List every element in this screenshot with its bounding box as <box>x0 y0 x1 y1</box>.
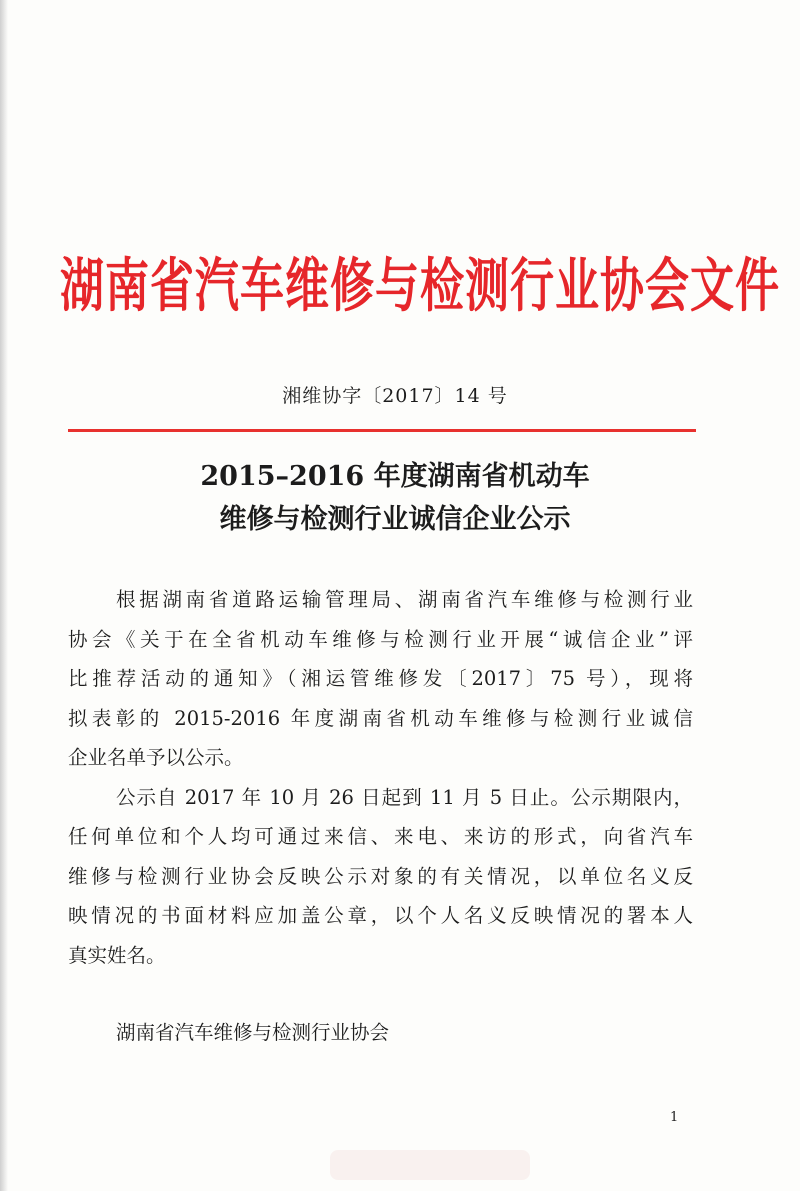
paragraph-line: 真实姓名。 <box>68 943 166 967</box>
paragraph-line: 维修与检测行业协会反映公示对象的有关情况，以单位名义反 <box>68 864 693 888</box>
red-divider-line <box>68 429 696 432</box>
paragraph-line: 协会《关于在全省机动车维修与检测行业开展“诚信企业”评 <box>68 627 693 651</box>
issuer-signature: 湖南省汽车维修与检测行业协会 <box>116 1021 390 1044</box>
red-header-title: 湖南省汽车维修与检测行业协会文件 <box>60 252 780 320</box>
paragraph-line: 比推荐活动的通知》（湘运管维修发〔2017〕75 号），现将 <box>68 667 693 690</box>
paragraph-1 <box>68 580 693 778</box>
document-title <box>0 455 790 541</box>
document-number: 湘维协字〔2017〕14 号 <box>282 385 508 407</box>
page-number: 1 <box>670 1110 679 1125</box>
paragraph-line: 根据湖南省道路运输管理局、湖南省汽车维修与检测行业 <box>116 588 693 611</box>
paragraph-line: 拟表彰的 2015-2016 年度湖南省机动车维修与检测行业诚信 <box>68 706 693 730</box>
paragraph-line: 公示自 2017 年 10 月 26 日起到 11 月 5 日止。公示期限内， <box>116 785 693 809</box>
document-body <box>68 580 693 975</box>
document-title-line-1: 2015–2016 年度湖南省机动车 <box>200 461 590 492</box>
scan-edge-shadow <box>0 0 8 1191</box>
document-title-line-2: 维修与检测行业诚信企业公示 <box>219 504 571 535</box>
seal-bleed-through <box>330 1150 530 1180</box>
paragraph-line: 企业名单予以公示。 <box>68 746 244 769</box>
paragraph-line: 映情况的书面材料应加盖公章，以个人名义反映情况的署本人 <box>68 904 693 927</box>
paragraph-line: 任何单位和个人均可通过来信、来电、来访的形式，向省汽车 <box>68 825 693 848</box>
paragraph-2 <box>68 778 693 976</box>
